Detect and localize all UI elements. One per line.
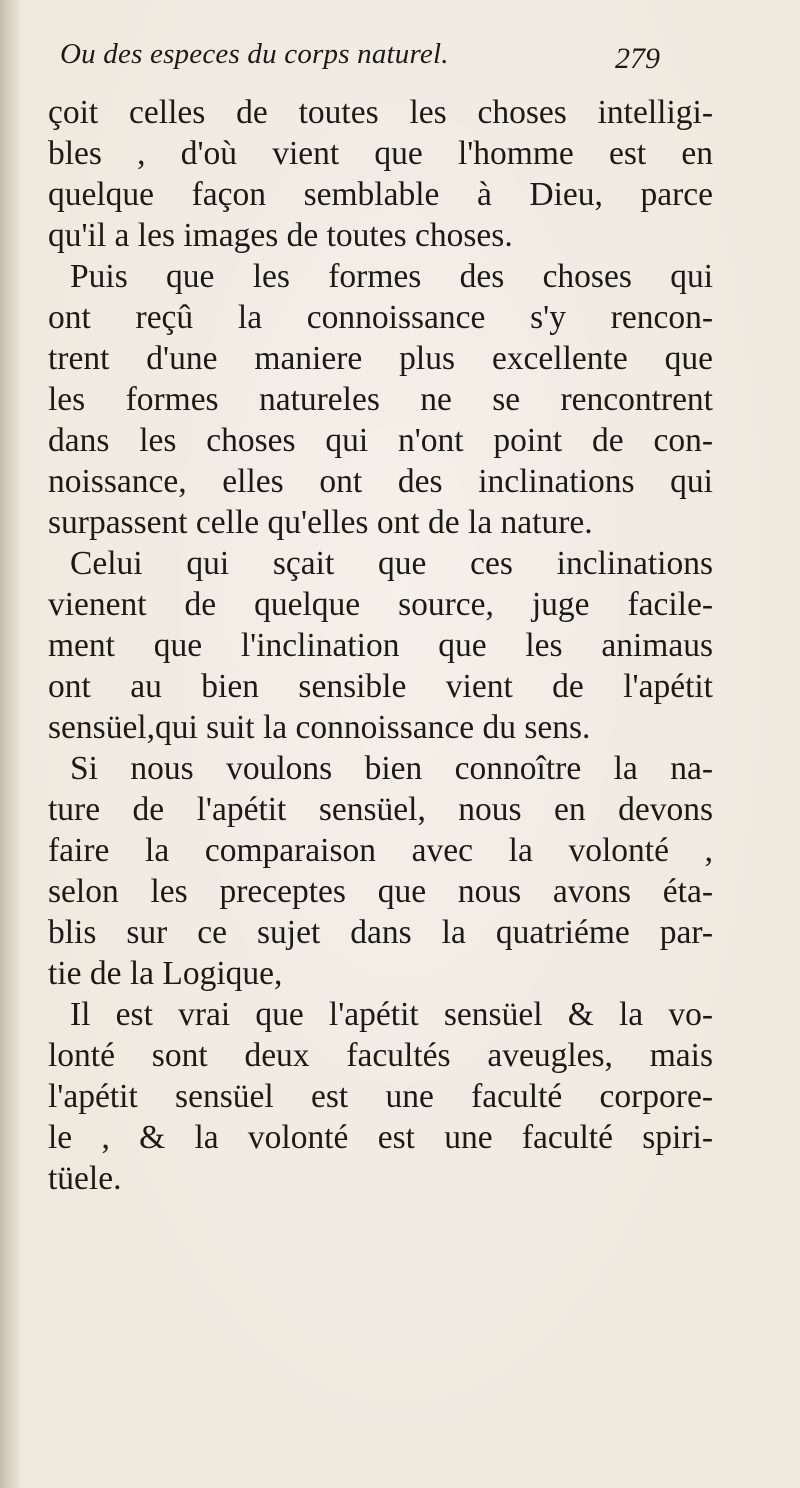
- text-line: dans les choses qui n'ont point de con-: [48, 422, 713, 459]
- text-line: vienent de quelque source, juge facile-: [48, 586, 713, 623]
- text-line: ture de l'apétit sensüel, nous en devons: [48, 791, 713, 828]
- text-line: ont reçû la connoissance s'y rencon-: [48, 299, 713, 336]
- text-line: Il est vrai que l'apétit sensüel & la vo-: [70, 996, 713, 1033]
- text-line: quelque façon semblable à Dieu, parce: [48, 176, 713, 213]
- text-line: Si nous voulons bien connoître la na-: [70, 750, 713, 787]
- text-line: qu'il a les images de toutes choses.: [48, 217, 513, 254]
- text-line: l'apétit sensüel est une faculté corpore-: [48, 1078, 713, 1115]
- body-text: [48, 92, 768, 1199]
- text-line: selon les preceptes que nous avons éta-: [48, 873, 713, 910]
- text-line: çoit celles de toutes les choses intelligi-: [48, 94, 713, 131]
- text-line: lonté sont deux facultés aveugles, mais: [48, 1037, 713, 1074]
- text-line: faire la comparaison avec la volonté ,: [48, 832, 713, 869]
- text-line: tie de la Logique,: [48, 955, 283, 992]
- text-line: les formes natureles ne se rencontrent: [48, 381, 713, 418]
- text-line: noissance, elles ont des inclinations qui: [48, 463, 713, 500]
- text-line: ont au bien sensible vient de l'apétit: [48, 668, 713, 705]
- gutter-shadow: [0, 0, 22, 1488]
- text-line: sensüel,qui suit la connoissance du sens.: [48, 709, 591, 746]
- text-line: blis sur ce sujet dans la quatriéme par-: [48, 914, 713, 951]
- text-line: Celui qui sçait que ces inclinations: [70, 545, 713, 582]
- text-line: le , & la volonté est une faculté spiri-: [48, 1119, 713, 1156]
- text-line: tüele.: [48, 1160, 122, 1197]
- page-number: 279: [615, 42, 660, 75]
- text-line: bles , d'où vient que l'homme est en: [48, 135, 713, 172]
- page-header: [60, 38, 660, 88]
- running-head: Ou des especes du corps naturel.: [60, 38, 449, 70]
- text-line: trent d'une maniere plus excellente que: [48, 340, 713, 377]
- text-line: Puis que les formes des choses qui: [70, 258, 713, 295]
- text-line: surpassent celle qu'elles ont de la nature.: [48, 504, 593, 541]
- text-line: ment que l'inclination que les animaus: [48, 627, 713, 664]
